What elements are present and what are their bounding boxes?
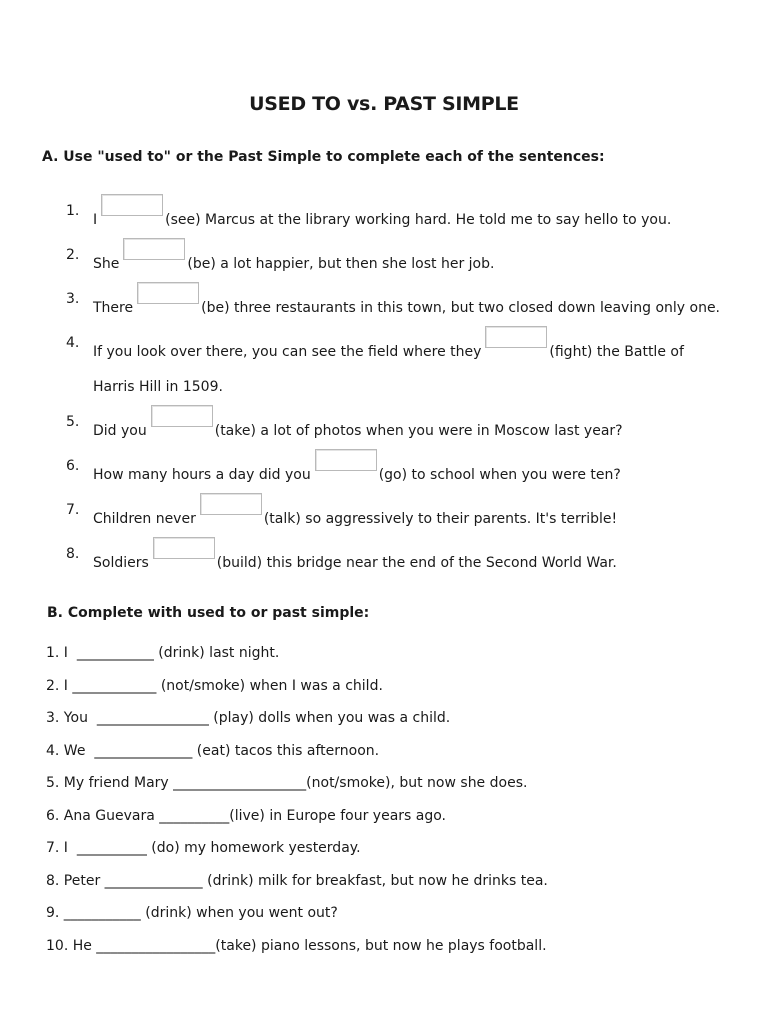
list-item: 8. Peter ______________ (drink) milk for breakfast, but now he drinks tea. [46, 872, 548, 889]
answer-input[interactable] [151, 405, 213, 427]
item-text [93, 493, 726, 537]
text-before: Children never [93, 511, 196, 527]
list-item [66, 493, 726, 537]
text-after: (build) this bridge near the end of the Second World War. [216, 555, 617, 571]
answer-input[interactable] [101, 194, 163, 216]
section-a-heading: A. Use "used to" or the Past Simple to complete each of the sentences: [42, 149, 605, 165]
text-after: (fight) the Battle of Harris Hill in 1509. [93, 344, 684, 395]
list-item [66, 194, 726, 238]
text-after: (go) to school when you were ten? [378, 467, 621, 483]
text-before: Soldiers [93, 555, 149, 571]
item-number: 1. [66, 203, 80, 219]
text-after: (be) three restaurants in this town, but two closed down leaving only one. [201, 300, 721, 316]
section-b-heading: B. Complete with used to or past simple: [47, 605, 370, 621]
answer-input[interactable] [123, 238, 185, 260]
text-before: I [93, 212, 98, 228]
text-before: If you look over there, you can see the field where they [93, 344, 482, 360]
text-before: There [93, 300, 134, 316]
answer-input[interactable] [485, 326, 547, 348]
text-after: (talk) so aggressively to their parents. It's terrible! [263, 511, 618, 527]
item-number: 4. [66, 335, 80, 351]
item-number: 6. [66, 458, 80, 474]
text-after: (be) a lot happier, but then she lost her job. [187, 256, 495, 272]
list-item: 1. I ___________ (drink) last night. [46, 645, 280, 661]
list-item [66, 238, 726, 282]
list-item [66, 537, 726, 581]
list-item: 9. ___________ (drink) when you went out? [46, 905, 338, 921]
item-text [93, 449, 726, 493]
item-text [93, 282, 726, 326]
list-item: 7. I __________ (do) my homework yesterday. [46, 840, 361, 856]
list-item: 10. He _________________(take) piano lessons, but now he plays football. [46, 937, 547, 954]
item-number: 5. [66, 414, 80, 430]
item-number: 8. [66, 546, 80, 562]
answer-input[interactable] [153, 537, 215, 559]
list-item [66, 449, 726, 493]
list-item: 3. You ________________ (play) dolls when you was a child. [46, 710, 451, 726]
item-number: 2. [66, 247, 80, 263]
item-text [93, 238, 726, 282]
item-text [93, 537, 726, 581]
text-before: Did you [93, 423, 147, 439]
text-before: She [93, 256, 120, 272]
list-item: 2. I ____________ (not/smoke) when I was a child. [46, 677, 383, 694]
item-text [93, 405, 726, 449]
item-text [93, 326, 726, 405]
item-text [93, 194, 726, 238]
item-number: 3. [66, 291, 80, 307]
text-after: (see) Marcus at the library working hard. He told me to say hello to you. [165, 212, 672, 228]
section-a-list [66, 194, 726, 581]
list-item [66, 326, 726, 405]
text-after: (take) a lot of photos when you were in Moscow last year? [214, 423, 623, 439]
list-item [66, 405, 726, 449]
list-item: 4. We ______________ (eat) tacos this afternoon. [46, 742, 380, 759]
list-item: 6. Ana Guevara __________(live) in Europe four years ago. [46, 807, 447, 824]
text-before: How many hours a day did you [93, 467, 311, 483]
page-title: USED TO vs. PAST SIMPLE [249, 93, 519, 115]
answer-input[interactable] [137, 282, 199, 304]
item-number: 7. [66, 502, 80, 518]
section-b-list [46, 637, 746, 962]
list-item: 5. My friend Mary ___________________(not/smoke), but now she does. [46, 775, 528, 791]
answer-input[interactable] [200, 493, 262, 515]
list-item [66, 282, 726, 326]
answer-input[interactable] [315, 449, 377, 471]
